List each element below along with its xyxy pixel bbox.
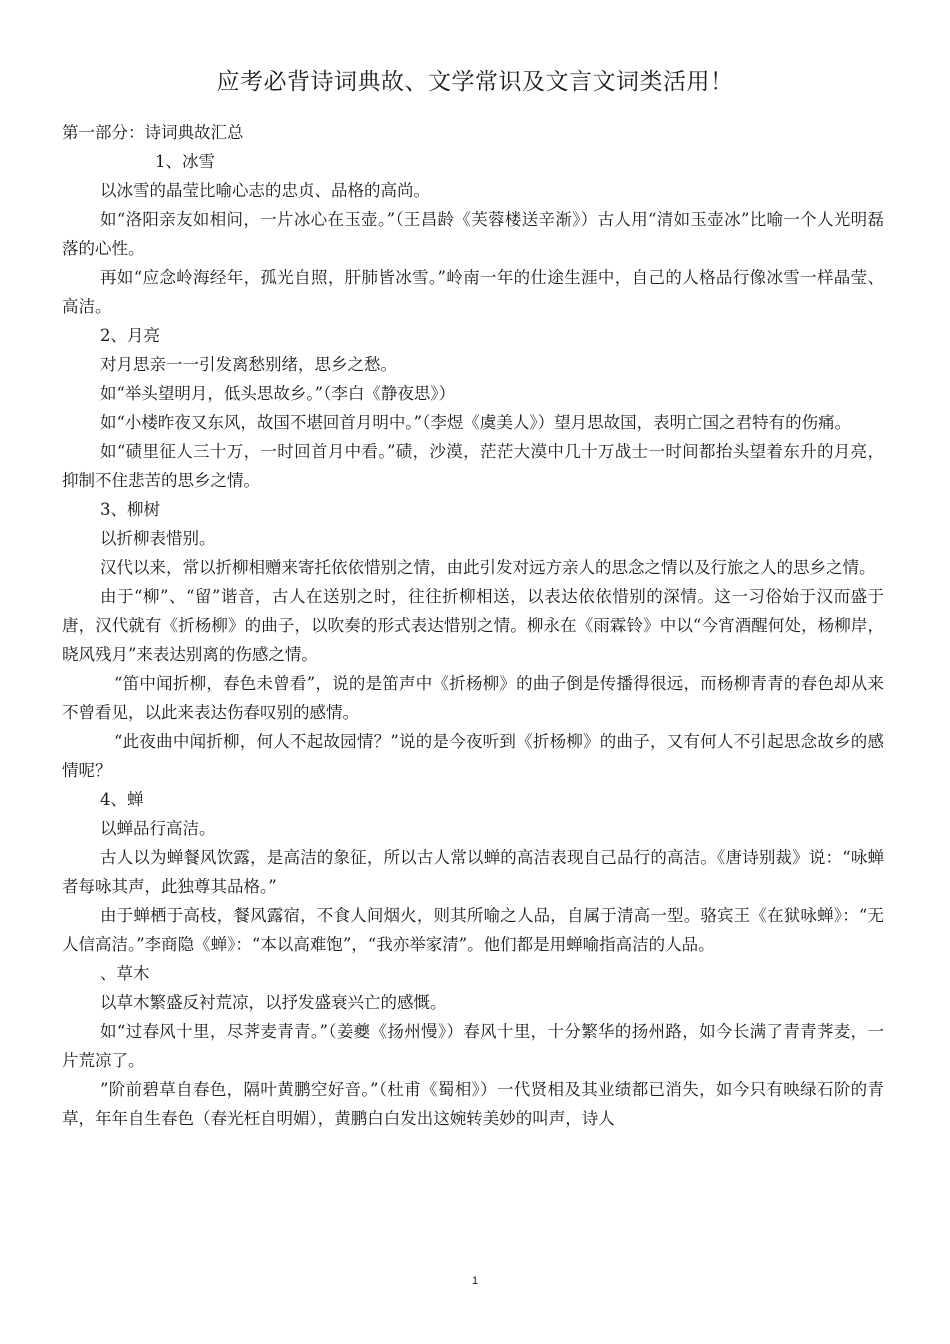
body-paragraph: 如“洛阳亲友如相问，一片冰心在玉壶。”（王昌龄《芙蓉楼送辛渐》）古人用“清如玉壶冰”比喻一个人光明磊落的心性。 (62, 210, 884, 258)
body-paragraph: ”阶前碧草自春色，隔叶黄鹏空好音。”（杜甫《蜀相》）一代贤相及其业绩都已消失，如今只有映绿石阶的青草，年年自生春色（春光枉自明媚），黄鹏白白发出这婉转美妙的叫声，诗人 (62, 1080, 884, 1128)
body-paragraph: 如“小楼昨夜又东风，故国不堪回首月明中。”（李煜《虞美人》）望月思故国，表明亡国之君特有的伤痛。 (100, 413, 852, 432)
body-paragraph: 如“举头望明月，低头思故乡。”（李白《静夜思》） (100, 384, 456, 403)
subheading: 4、蝉 (100, 790, 144, 809)
section-heading: 第一部分：诗词典故汇总 (62, 123, 244, 142)
page-number: 1 (471, 1275, 479, 1287)
body-paragraph: 如“碛里征人三十万，一时回首月中看。”碛，沙漠，茫茫大漠中几十万战士一时间都抬头望着东升的月亮，抑制不住悲苦的思乡之情。 (62, 442, 884, 490)
body-paragraph: 以冰雪的晶莹比喻心志的忠贞、品格的高尚。 (100, 181, 430, 200)
subheading: 2、月亮 (100, 326, 160, 345)
body-paragraph: 再如“应念岭海经年，孤光自照，肝肺皆冰雪。”岭南一年的仕途生涯中，自己的人格品行像冰雪一样晶莹、高洁。 (62, 268, 884, 316)
document-body (62, 118, 884, 1133)
subheading: 1、冰雪 (155, 152, 215, 171)
body-paragraph: 汉代以来，常以折柳相赠来寄托依依惜别之情，由此引发对远方亲人的思念之情以及行旅之人的思乡之情。 (100, 558, 876, 577)
document-title: 应考必背诗词典故、文学常识及文言文词类活用！ (216, 69, 734, 95)
subheading: 3、柳树 (100, 500, 160, 519)
body-paragraph: 如“过春风十里，尽荠麦青青。”（姜夔《扬州慢》）春风十里，十分繁华的扬州路，如今长满了青青荠麦，一片荒凉了。 (62, 1022, 884, 1070)
body-paragraph: 以草木繁盛反衬荒凉，以抒发盛衰兴亡的感慨。 (100, 993, 447, 1012)
body-paragraph: 以蝉品行高洁。 (100, 819, 216, 838)
body-paragraph: 对月思亲一一引发离愁别绪，思乡之愁。 (100, 355, 397, 374)
body-paragraph: 古人以为蝉餐风饮露，是高洁的象征，所以古人常以蝉的高洁表现自己品行的高洁。《唐诗别裁》说：“咏蝉者每咏其声，此独尊其品格。” (62, 848, 884, 896)
body-paragraph: “此夜曲中闻折柳，何人不起故园情？”说的是今夜听到《折杨柳》的曲子，又有何人不引起思念故乡的感情呢？ (62, 732, 884, 780)
body-paragraph: 以折柳表惜别。 (100, 529, 216, 548)
body-paragraph: 由于蝉栖于高枝，餐风露宿，不食人间烟火，则其所喻之人品，自属于清高一型。骆宾王《在狱咏蝉》：“无人信高洁。”李商隐《蝉》：“本以高难饱”，“我亦举家清”。他们都是用蝉喻指高洁的人品。 (62, 906, 884, 954)
body-paragraph: “笛中闻折柳，春色未曾看”，说的是笛声中《折杨柳》的曲子倒是传播得很远，而杨柳青青的春色却从来不曾看见，以此来表达伤春叹别的感情。 (62, 674, 884, 722)
subheading: 、草木 (100, 964, 150, 983)
body-paragraph: 由于“柳”、“留”谐音，古人在送别之时，往往折柳相送，以表达依依惜别的深情。这一习俗始于汉而盛于唐，汉代就有《折杨柳》的曲子，以吹奏的形式表达惜别之情。柳永在《雨霖铃》中以“今宵酒醒何处，杨柳岸，晓风残月”来表达别离的伤感之情。 (62, 587, 884, 664)
